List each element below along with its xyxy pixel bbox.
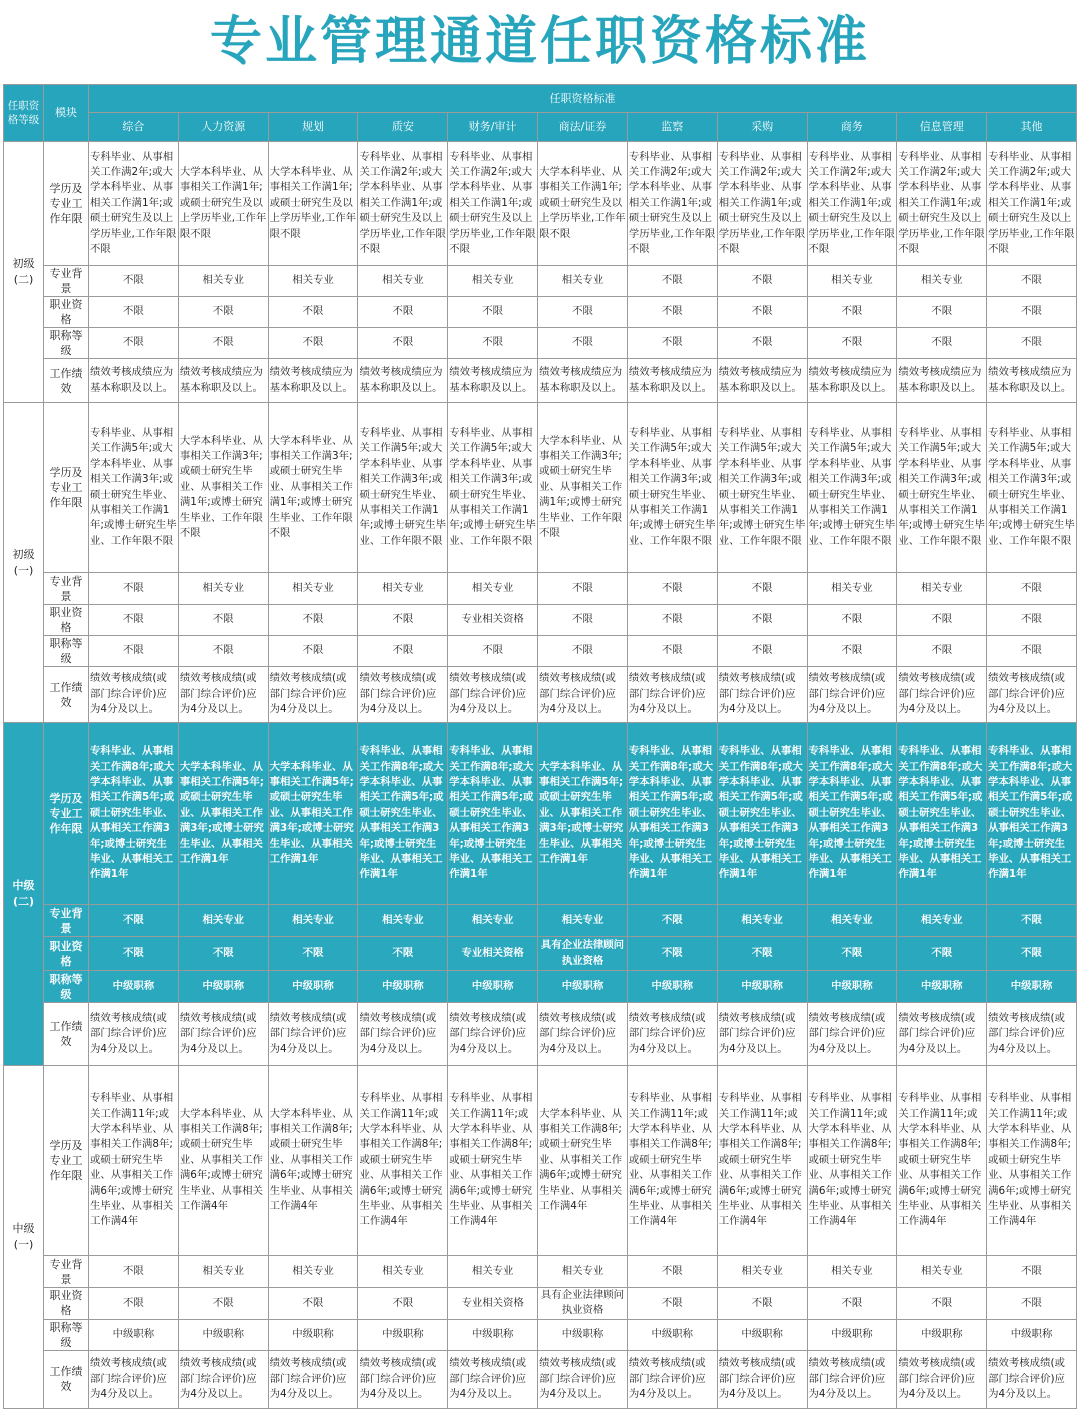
requirement-cell: 绩效考核成绩(或部门综合评价)应为4分及以上。 [627, 667, 717, 723]
requirement-cell: 相关专业 [178, 1256, 268, 1288]
level-group [4, 723, 1077, 1066]
requirement-cell: 绩效考核成绩应为基本称职及以上。 [358, 359, 448, 403]
module-label: 工作绩 效 [44, 1003, 89, 1066]
requirement-cell: 不限 [358, 636, 448, 667]
requirement-cell: 不限 [538, 328, 628, 359]
column-header: 信息管理 [897, 113, 987, 142]
requirement-cell: 绩效考核成绩(或部门综合评价)应为4分及以上。 [538, 1350, 628, 1408]
title-bar [0, 0, 1080, 84]
requirement-cell: 不限 [897, 328, 987, 359]
table-row [4, 328, 1077, 359]
requirement-cell: 绩效考核成绩(或部门综合评价)应为4分及以上。 [627, 1003, 717, 1066]
requirement-cell: 不限 [897, 1288, 987, 1320]
requirement-cell: 绩效考核成绩(或部门综合评价)应为4分及以上。 [268, 667, 358, 723]
requirement-cell: 专科毕业、从事相关工作满8年;或大学本科毕业、从事相关工作满5年;或硕士研究生毕业、从事相关工作满3年;或博士研究生毕业、从事相关工作满1年 [627, 723, 717, 905]
table-row [4, 605, 1077, 636]
requirement-cell: 绩效考核成绩(或部门综合评价)应为4分及以上。 [807, 667, 897, 723]
requirement-cell: 相关专业 [448, 573, 538, 605]
requirement-cell: 相关专业 [897, 1256, 987, 1288]
requirement-cell: 专业相关资格 [448, 937, 538, 971]
requirement-cell: 专科毕业、从事相关工作满5年;或大学本科毕业、从事相关工作满3年;或硕士研究生毕业、从事相关工作满1年;或博士研究生毕业、工作年限不限 [448, 403, 538, 573]
requirement-cell: 绩效考核成绩(或部门综合评价)应为4分及以上。 [178, 1350, 268, 1408]
requirement-cell: 绩效考核成绩(或部门综合评价)应为4分及以上。 [178, 667, 268, 723]
requirement-cell: 相关专业 [268, 266, 358, 297]
requirement-cell: 相关专业 [178, 905, 268, 937]
requirement-cell: 不限 [89, 328, 179, 359]
requirement-cell: 大学本科毕业、从事相关工作满8年;或硕士研究生毕业、从事相关工作满6年;或博士研究生毕业、从事相关工作满4年 [268, 1066, 358, 1256]
requirement-cell: 不限 [807, 328, 897, 359]
requirement-cell: 大学本科毕业、从事相关工作满8年;或硕士研究生毕业、从事相关工作满6年;或博士研究生毕业、从事相关工作满4年 [538, 1066, 628, 1256]
requirement-cell: 相关专业 [897, 573, 987, 605]
requirement-cell: 不限 [987, 1256, 1077, 1288]
requirement-cell: 绩效考核成绩(或部门综合评价)应为4分及以上。 [358, 667, 448, 723]
level-label: 初级 (二) [4, 142, 44, 403]
table-row [4, 1256, 1077, 1288]
requirement-cell: 专科毕业、从事相关工作满8年;或大学本科毕业、从事相关工作满5年;或硕士研究生毕业、从事相关工作满3年;或博士研究生毕业、从事相关工作满1年 [448, 723, 538, 905]
module-label: 职业资 格 [44, 937, 89, 971]
requirement-cell: 不限 [627, 297, 717, 328]
requirement-cell: 绩效考核成绩(或部门综合评价)应为4分及以上。 [717, 1003, 807, 1066]
requirement-cell: 中级职称 [448, 971, 538, 1003]
requirement-cell: 不限 [268, 937, 358, 971]
requirement-cell: 专科毕业、从事相关工作满11年;或大学本科毕业、从事相关工作满8年;或硕士研究生毕业、从事相关工作满6年;或博士研究生毕业、从事相关工作满4年 [987, 1066, 1077, 1256]
requirement-cell: 相关专业 [268, 1256, 358, 1288]
requirement-cell: 不限 [897, 297, 987, 328]
standards-group-header: 任职资格标准 [89, 85, 1077, 113]
requirement-cell: 不限 [89, 605, 179, 636]
requirement-cell: 不限 [627, 573, 717, 605]
requirement-cell: 不限 [358, 605, 448, 636]
requirement-cell: 不限 [987, 573, 1077, 605]
module-label: 专业背 景 [44, 573, 89, 605]
requirement-cell: 绩效考核成绩(或部门综合评价)应为4分及以上。 [807, 1350, 897, 1408]
column-header: 监察 [627, 113, 717, 142]
column-header: 综合 [89, 113, 179, 142]
requirement-cell: 不限 [89, 937, 179, 971]
requirement-cell: 相关专业 [538, 266, 628, 297]
requirement-cell: 专科毕业、从事相关工作满11年;或大学本科毕业、从事相关工作满8年;或硕士研究生毕业、从事相关工作满6年;或博士研究生毕业、从事相关工作满4年 [807, 1066, 897, 1256]
requirement-cell: 绩效考核成绩应为基本称职及以上。 [268, 359, 358, 403]
requirement-cell: 不限 [717, 328, 807, 359]
requirement-cell: 中级职称 [89, 971, 179, 1003]
requirement-cell: 相关专业 [448, 266, 538, 297]
requirement-cell: 相关专业 [807, 1256, 897, 1288]
page-title: 专业管理通道任职资格标准 [209, 12, 870, 72]
requirement-cell: 专科毕业、从事相关工作满8年;或大学本科毕业、从事相关工作满5年;或硕士研究生毕业、从事相关工作满3年;或博士研究生毕业、从事相关工作满1年 [807, 723, 897, 905]
requirement-cell: 绩效考核成绩(或部门综合评价)应为4分及以上。 [717, 1350, 807, 1408]
requirement-cell: 不限 [89, 297, 179, 328]
requirement-cell: 中级职称 [178, 1319, 268, 1350]
requirement-cell: 不限 [897, 636, 987, 667]
requirement-cell: 专业相关资格 [448, 1288, 538, 1320]
requirement-cell: 具有企业法律顾问执业资格 [538, 937, 628, 971]
requirement-cell: 绩效考核成绩(或部门综合评价)应为4分及以上。 [358, 1003, 448, 1066]
requirement-cell: 不限 [89, 573, 179, 605]
requirement-cell: 中级职称 [807, 971, 897, 1003]
requirement-cell: 专科毕业、从事相关工作满5年;或大学本科毕业、从事相关工作满3年;或硕士研究生毕业、从事相关工作满1年;或博士研究生毕业、工作年限不限 [897, 403, 987, 573]
requirement-cell: 不限 [987, 636, 1077, 667]
requirement-cell: 专业相关资格 [448, 605, 538, 636]
requirement-cell: 专科毕业、从事相关工作满5年;或大学本科毕业、从事相关工作满3年;或硕士研究生毕业、从事相关工作满1年;或博士研究生毕业、工作年限不限 [89, 403, 179, 573]
requirement-cell: 不限 [987, 937, 1077, 971]
requirement-cell: 不限 [178, 937, 268, 971]
requirement-cell: 不限 [178, 328, 268, 359]
requirement-cell: 不限 [448, 297, 538, 328]
module-label: 学历及 专业工 作年限 [44, 1066, 89, 1256]
requirement-cell: 不限 [627, 905, 717, 937]
requirement-cell: 不限 [717, 1288, 807, 1320]
module-label: 学历及 专业工 作年限 [44, 723, 89, 905]
requirement-cell: 专科毕业、从事相关工作满2年;或大学本科毕业、从事相关工作满1年;或硕士研究生及以上学历毕业,工作年限不限 [717, 142, 807, 266]
requirement-cell: 不限 [448, 328, 538, 359]
requirement-cell: 大学本科毕业、从事相关工作满8年;或硕士研究生毕业、从事相关工作满6年;或博士研究生毕业、从事相关工作满4年 [178, 1066, 268, 1256]
column-header-row [4, 113, 1077, 142]
requirement-cell: 绩效考核成绩(或部门综合评价)应为4分及以上。 [987, 1350, 1077, 1408]
requirement-cell: 相关专业 [448, 905, 538, 937]
requirement-cell: 大学本科毕业、从事相关工作满5年;或硕士研究生毕业、从事相关工作满3年;或博士研究生毕业、从事相关工作满1年 [178, 723, 268, 905]
requirement-cell: 专科毕业、从事相关工作满8年;或大学本科毕业、从事相关工作满5年;或硕士研究生毕业、从事相关工作满3年;或博士研究生毕业、从事相关工作满1年 [987, 723, 1077, 905]
requirement-cell: 中级职称 [358, 971, 448, 1003]
requirement-cell: 专科毕业、从事相关工作满2年;或大学本科毕业、从事相关工作满1年;或硕士研究生及以上学历毕业,工作年限不限 [807, 142, 897, 266]
requirement-cell: 不限 [807, 605, 897, 636]
requirement-cell: 相关专业 [178, 573, 268, 605]
requirement-cell: 不限 [358, 297, 448, 328]
requirement-cell: 不限 [538, 573, 628, 605]
table-row [4, 266, 1077, 297]
requirement-cell: 专科毕业、从事相关工作满5年;或大学本科毕业、从事相关工作满3年;或硕士研究生毕业、从事相关工作满1年;或博士研究生毕业、工作年限不限 [807, 403, 897, 573]
requirement-cell: 绩效考核成绩(或部门综合评价)应为4分及以上。 [538, 1003, 628, 1066]
requirement-cell: 中级职称 [538, 971, 628, 1003]
requirement-cell: 不限 [807, 636, 897, 667]
requirement-cell: 不限 [89, 1288, 179, 1320]
requirement-cell: 相关专业 [358, 905, 448, 937]
requirement-cell: 专科毕业、从事相关工作满2年;或大学本科毕业、从事相关工作满1年;或硕士研究生及以上学历毕业,工作年限不限 [627, 142, 717, 266]
requirement-cell: 绩效考核成绩应为基本称职及以上。 [987, 359, 1077, 403]
requirement-cell: 中级职称 [987, 1319, 1077, 1350]
requirement-cell: 不限 [627, 328, 717, 359]
level-label: 中级 (一) [4, 1066, 44, 1409]
requirement-cell: 不限 [178, 636, 268, 667]
table-row [4, 905, 1077, 937]
requirement-cell: 不限 [358, 1288, 448, 1320]
requirement-cell: 不限 [178, 1288, 268, 1320]
requirement-cell: 中级职称 [897, 971, 987, 1003]
requirement-cell: 专科毕业、从事相关工作满8年;或大学本科毕业、从事相关工作满5年;或硕士研究生毕业、从事相关工作满3年;或博士研究生毕业、从事相关工作满1年 [717, 723, 807, 905]
requirement-cell: 相关专业 [897, 905, 987, 937]
requirement-cell: 绩效考核成绩(或部门综合评价)应为4分及以上。 [89, 1003, 179, 1066]
requirement-cell: 中级职称 [897, 1319, 987, 1350]
requirement-cell: 不限 [538, 636, 628, 667]
requirement-cell: 不限 [538, 605, 628, 636]
module-label: 专业背 景 [44, 266, 89, 297]
table-row [4, 1066, 1077, 1256]
requirement-cell: 绩效考核成绩(或部门综合评价)应为4分及以上。 [268, 1350, 358, 1408]
requirement-cell: 相关专业 [178, 266, 268, 297]
requirement-cell: 专科毕业、从事相关工作满2年;或大学本科毕业、从事相关工作满1年;或硕士研究生及以上学历毕业,工作年限不限 [89, 142, 179, 266]
requirement-cell: 大学本科毕业、从事相关工作满5年;或硕士研究生毕业、从事相关工作满3年;或博士研究生毕业、从事相关工作满1年 [538, 723, 628, 905]
requirement-cell: 大学本科毕业、从事相关工作满1年;或硕士研究生及以上学历毕业,工作年限不限 [538, 142, 628, 266]
level-label: 中级 (二) [4, 723, 44, 1066]
requirement-cell: 专科毕业、从事相关工作满2年;或大学本科毕业、从事相关工作满1年;或硕士研究生及以上学历毕业,工作年限不限 [358, 142, 448, 266]
requirement-cell: 绩效考核成绩(或部门综合评价)应为4分及以上。 [897, 1003, 987, 1066]
requirement-cell: 绩效考核成绩(或部门综合评价)应为4分及以上。 [358, 1350, 448, 1408]
requirement-cell: 相关专业 [448, 1256, 538, 1288]
requirement-cell: 不限 [987, 266, 1077, 297]
requirement-cell: 专科毕业、从事相关工作满8年;或大学本科毕业、从事相关工作满5年;或硕士研究生毕业、从事相关工作满3年;或博士研究生毕业、从事相关工作满1年 [897, 723, 987, 905]
requirement-cell: 绩效考核成绩(或部门综合评价)应为4分及以上。 [448, 1350, 538, 1408]
table-row [4, 636, 1077, 667]
requirement-cell: 不限 [807, 937, 897, 971]
requirement-cell: 绩效考核成绩(或部门综合评价)应为4分及以上。 [178, 1003, 268, 1066]
requirement-cell: 不限 [89, 266, 179, 297]
requirement-cell: 相关专业 [358, 573, 448, 605]
requirement-cell: 绩效考核成绩(或部门综合评价)应为4分及以上。 [448, 1003, 538, 1066]
table-row [4, 937, 1077, 971]
requirement-cell: 不限 [538, 297, 628, 328]
requirement-cell: 绩效考核成绩应为基本称职及以上。 [178, 359, 268, 403]
requirement-cell: 相关专业 [358, 266, 448, 297]
level-group [4, 403, 1077, 723]
requirement-cell: 大学本科毕业、从事相关工作满1年;或硕士研究生及以上学历毕业,工作年限不限 [178, 142, 268, 266]
requirement-cell: 相关专业 [897, 266, 987, 297]
column-header: 质安 [358, 113, 448, 142]
requirement-cell: 不限 [268, 636, 358, 667]
requirement-cell: 绩效考核成绩(或部门综合评价)应为4分及以上。 [897, 1350, 987, 1408]
requirement-cell: 专科毕业、从事相关工作满2年;或大学本科毕业、从事相关工作满1年;或硕士研究生及以上学历毕业,工作年限不限 [987, 142, 1077, 266]
requirement-cell: 不限 [987, 297, 1077, 328]
requirement-cell: 专科毕业、从事相关工作满8年;或大学本科毕业、从事相关工作满5年;或硕士研究生毕业、从事相关工作满3年;或博士研究生毕业、从事相关工作满1年 [358, 723, 448, 905]
requirement-cell: 不限 [627, 937, 717, 971]
requirement-cell: 不限 [897, 937, 987, 971]
module-column-header: 模块 [44, 85, 89, 142]
requirement-cell: 相关专业 [268, 573, 358, 605]
level-column-header: 任职资格等级 [4, 85, 44, 142]
requirement-cell: 绩效考核成绩(或部门综合评价)应为4分及以上。 [897, 667, 987, 723]
table-row [4, 403, 1077, 573]
requirement-cell: 不限 [717, 266, 807, 297]
requirement-cell: 不限 [627, 1256, 717, 1288]
requirement-cell: 专科毕业、从事相关工作满11年;或大学本科毕业、从事相关工作满8年;或硕士研究生毕业、从事相关工作满6年;或博士研究生毕业、从事相关工作满4年 [448, 1066, 538, 1256]
requirement-cell: 不限 [987, 1288, 1077, 1320]
requirement-cell: 大学本科毕业、从事相关工作满3年;或硕士研究生毕业、从事相关工作满1年;或博士研究生毕业、工作年限不限 [178, 403, 268, 573]
requirement-cell: 不限 [717, 937, 807, 971]
table-row [4, 573, 1077, 605]
requirement-cell: 相关专业 [358, 1256, 448, 1288]
requirement-cell: 中级职称 [717, 971, 807, 1003]
module-label: 职称等 级 [44, 636, 89, 667]
requirement-cell: 绩效考核成绩(或部门综合评价)应为4分及以上。 [807, 1003, 897, 1066]
requirement-cell: 专科毕业、从事相关工作满2年;或大学本科毕业、从事相关工作满1年;或硕士研究生及以上学历毕业,工作年限不限 [448, 142, 538, 266]
requirement-cell: 不限 [178, 605, 268, 636]
module-label: 专业背 景 [44, 905, 89, 937]
module-label: 工作绩 效 [44, 1350, 89, 1408]
requirement-cell: 中级职称 [89, 1319, 179, 1350]
requirement-cell: 相关专业 [717, 905, 807, 937]
requirement-cell: 绩效考核成绩应为基本称职及以上。 [627, 359, 717, 403]
requirement-cell: 专科毕业、从事相关工作满11年;或大学本科毕业、从事相关工作满8年;或硕士研究生毕业、从事相关工作满6年;或博士研究生毕业、从事相关工作满4年 [89, 1066, 179, 1256]
requirement-cell: 中级职称 [178, 971, 268, 1003]
module-label: 学历及 专业工 作年限 [44, 403, 89, 573]
requirement-cell: 不限 [268, 1288, 358, 1320]
requirement-cell: 专科毕业、从事相关工作满11年;或大学本科毕业、从事相关工作满8年;或硕士研究生毕业、从事相关工作满6年;或博士研究生毕业、从事相关工作满4年 [627, 1066, 717, 1256]
module-label: 职业资 格 [44, 605, 89, 636]
module-label: 学历及 专业工 作年限 [44, 142, 89, 266]
requirement-cell: 大学本科毕业、从事相关工作满1年;或硕士研究生及以上学历毕业,工作年限不限 [268, 142, 358, 266]
requirement-cell: 中级职称 [268, 971, 358, 1003]
module-label: 工作绩 效 [44, 359, 89, 403]
table-row [4, 723, 1077, 905]
requirement-cell: 不限 [627, 605, 717, 636]
table-row [4, 1003, 1077, 1066]
requirement-cell: 中级职称 [268, 1319, 358, 1350]
requirement-cell: 绩效考核成绩(或部门综合评价)应为4分及以上。 [448, 667, 538, 723]
requirement-cell: 相关专业 [807, 905, 897, 937]
requirement-cell: 专科毕业、从事相关工作满5年;或大学本科毕业、从事相关工作满3年;或硕士研究生毕业、从事相关工作满1年;或博士研究生毕业、工作年限不限 [717, 403, 807, 573]
requirement-cell: 不限 [268, 605, 358, 636]
column-header: 其他 [987, 113, 1077, 142]
requirement-cell: 相关专业 [717, 1256, 807, 1288]
requirement-cell: 绩效考核成绩(或部门综合评价)应为4分及以上。 [89, 1350, 179, 1408]
requirement-cell: 中级职称 [717, 1319, 807, 1350]
requirement-cell: 绩效考核成绩应为基本称职及以上。 [717, 359, 807, 403]
requirement-cell: 大学本科毕业、从事相关工作满3年;或硕士研究生毕业、从事相关工作满1年;或博士研究生毕业、工作年限不限 [268, 403, 358, 573]
requirement-cell: 不限 [627, 636, 717, 667]
table-row [4, 1319, 1077, 1350]
requirement-cell: 中级职称 [987, 971, 1077, 1003]
level-group [4, 1066, 1077, 1409]
requirement-cell: 不限 [717, 297, 807, 328]
requirement-cell: 不限 [358, 937, 448, 971]
requirement-cell: 专科毕业、从事相关工作满11年;或大学本科毕业、从事相关工作满8年;或硕士研究生毕业、从事相关工作满6年;或博士研究生毕业、从事相关工作满4年 [358, 1066, 448, 1256]
requirement-cell: 绩效考核成绩应为基本称职及以上。 [448, 359, 538, 403]
requirement-cell: 不限 [807, 1288, 897, 1320]
requirement-cell: 不限 [807, 297, 897, 328]
requirement-cell: 专科毕业、从事相关工作满5年;或大学本科毕业、从事相关工作满3年;或硕士研究生毕业、从事相关工作满1年;或博士研究生毕业、工作年限不限 [627, 403, 717, 573]
requirement-cell: 不限 [717, 636, 807, 667]
requirement-cell: 绩效考核成绩(或部门综合评价)应为4分及以上。 [627, 1350, 717, 1408]
requirement-cell: 大学本科毕业、从事相关工作满3年;或硕士研究生毕业、从事相关工作满1年;或博士研究生毕业、工作年限不限 [538, 403, 628, 573]
requirement-cell: 中级职称 [448, 1319, 538, 1350]
requirement-cell: 绩效考核成绩(或部门综合评价)应为4分及以上。 [987, 667, 1077, 723]
requirement-cell: 不限 [627, 266, 717, 297]
requirement-cell: 绩效考核成绩应为基本称职及以上。 [538, 359, 628, 403]
level-label: 初级 (一) [4, 403, 44, 723]
requirement-cell: 不限 [987, 328, 1077, 359]
qualification-standards-table [3, 84, 1077, 1409]
requirement-cell: 专科毕业、从事相关工作满11年;或大学本科毕业、从事相关工作满8年;或硕士研究生毕业、从事相关工作满6年;或博士研究生毕业、从事相关工作满4年 [717, 1066, 807, 1256]
requirement-cell: 专科毕业、从事相关工作满2年;或大学本科毕业、从事相关工作满1年;或硕士研究生及以上学历毕业,工作年限不限 [897, 142, 987, 266]
requirement-cell: 专科毕业、从事相关工作满5年;或大学本科毕业、从事相关工作满3年;或硕士研究生毕业、从事相关工作满1年;或博士研究生毕业、工作年限不限 [987, 403, 1077, 573]
module-label: 职称等 级 [44, 971, 89, 1003]
requirement-cell: 不限 [627, 1288, 717, 1320]
requirement-cell: 绩效考核成绩(或部门综合评价)应为4分及以上。 [268, 1003, 358, 1066]
requirement-cell: 大学本科毕业、从事相关工作满5年;或硕士研究生毕业、从事相关工作满3年;或博士研究生毕业、从事相关工作满1年 [268, 723, 358, 905]
requirement-cell: 不限 [89, 1256, 179, 1288]
requirement-cell: 相关专业 [807, 266, 897, 297]
module-label: 工作绩 效 [44, 667, 89, 723]
requirement-cell: 中级职称 [538, 1319, 628, 1350]
table-row [4, 667, 1077, 723]
requirement-cell: 绩效考核成绩(或部门综合评价)应为4分及以上。 [987, 1003, 1077, 1066]
requirement-cell: 绩效考核成绩应为基本称职及以上。 [897, 359, 987, 403]
requirement-cell: 相关专业 [807, 573, 897, 605]
requirement-cell: 绩效考核成绩(或部门综合评价)应为4分及以上。 [717, 667, 807, 723]
requirement-cell: 不限 [178, 297, 268, 328]
requirement-cell: 中级职称 [807, 1319, 897, 1350]
module-label: 专业背 景 [44, 1256, 89, 1288]
requirement-cell: 不限 [897, 605, 987, 636]
level-group [4, 142, 1077, 403]
column-header: 商务 [807, 113, 897, 142]
column-header: 采购 [717, 113, 807, 142]
requirement-cell: 不限 [717, 605, 807, 636]
requirement-cell: 不限 [268, 297, 358, 328]
requirement-cell: 中级职称 [627, 971, 717, 1003]
table-row [4, 359, 1077, 403]
table-row [4, 1350, 1077, 1408]
requirement-cell: 相关专业 [538, 1256, 628, 1288]
requirement-cell: 绩效考核成绩应为基本称职及以上。 [89, 359, 179, 403]
module-label: 职业资 格 [44, 297, 89, 328]
module-label: 职称等 级 [44, 1319, 89, 1350]
requirement-cell: 相关专业 [268, 905, 358, 937]
requirement-cell: 中级职称 [358, 1319, 448, 1350]
requirement-cell: 相关专业 [538, 905, 628, 937]
table-row [4, 297, 1077, 328]
requirement-cell: 绩效考核成绩应为基本称职及以上。 [807, 359, 897, 403]
column-header: 商法/证券 [538, 113, 628, 142]
requirement-cell: 不限 [358, 328, 448, 359]
requirement-cell: 中级职称 [627, 1319, 717, 1350]
column-header: 人力资源 [178, 113, 268, 142]
requirement-cell: 绩效考核成绩(或部门综合评价)应为4分及以上。 [538, 667, 628, 723]
table-row [4, 1288, 1077, 1320]
requirement-cell: 不限 [717, 573, 807, 605]
table-row [4, 971, 1077, 1003]
column-header: 财务/审计 [448, 113, 538, 142]
requirement-cell: 不限 [448, 636, 538, 667]
requirement-cell: 不限 [987, 605, 1077, 636]
requirement-cell: 专科毕业、从事相关工作满5年;或大学本科毕业、从事相关工作满3年;或硕士研究生毕业、从事相关工作满1年;或博士研究生毕业、工作年限不限 [358, 403, 448, 573]
requirement-cell: 专科毕业、从事相关工作满11年;或大学本科毕业、从事相关工作满8年;或硕士研究生毕业、从事相关工作满6年;或博士研究生毕业、从事相关工作满4年 [897, 1066, 987, 1256]
module-label: 职称等 级 [44, 328, 89, 359]
requirement-cell: 具有企业法律顾问执业资格 [538, 1288, 628, 1320]
column-header: 规划 [268, 113, 358, 142]
table-row [4, 142, 1077, 266]
requirement-cell: 不限 [268, 328, 358, 359]
requirement-cell: 不限 [89, 636, 179, 667]
requirement-cell: 不限 [987, 905, 1077, 937]
requirement-cell: 不限 [89, 905, 179, 937]
requirement-cell: 绩效考核成绩(或部门综合评价)应为4分及以上。 [89, 667, 179, 723]
module-label: 职业资 格 [44, 1288, 89, 1320]
requirement-cell: 专科毕业、从事相关工作满8年;或大学本科毕业、从事相关工作满5年;或硕士研究生毕业、从事相关工作满3年;或博士研究生毕业、从事相关工作满1年 [89, 723, 179, 905]
